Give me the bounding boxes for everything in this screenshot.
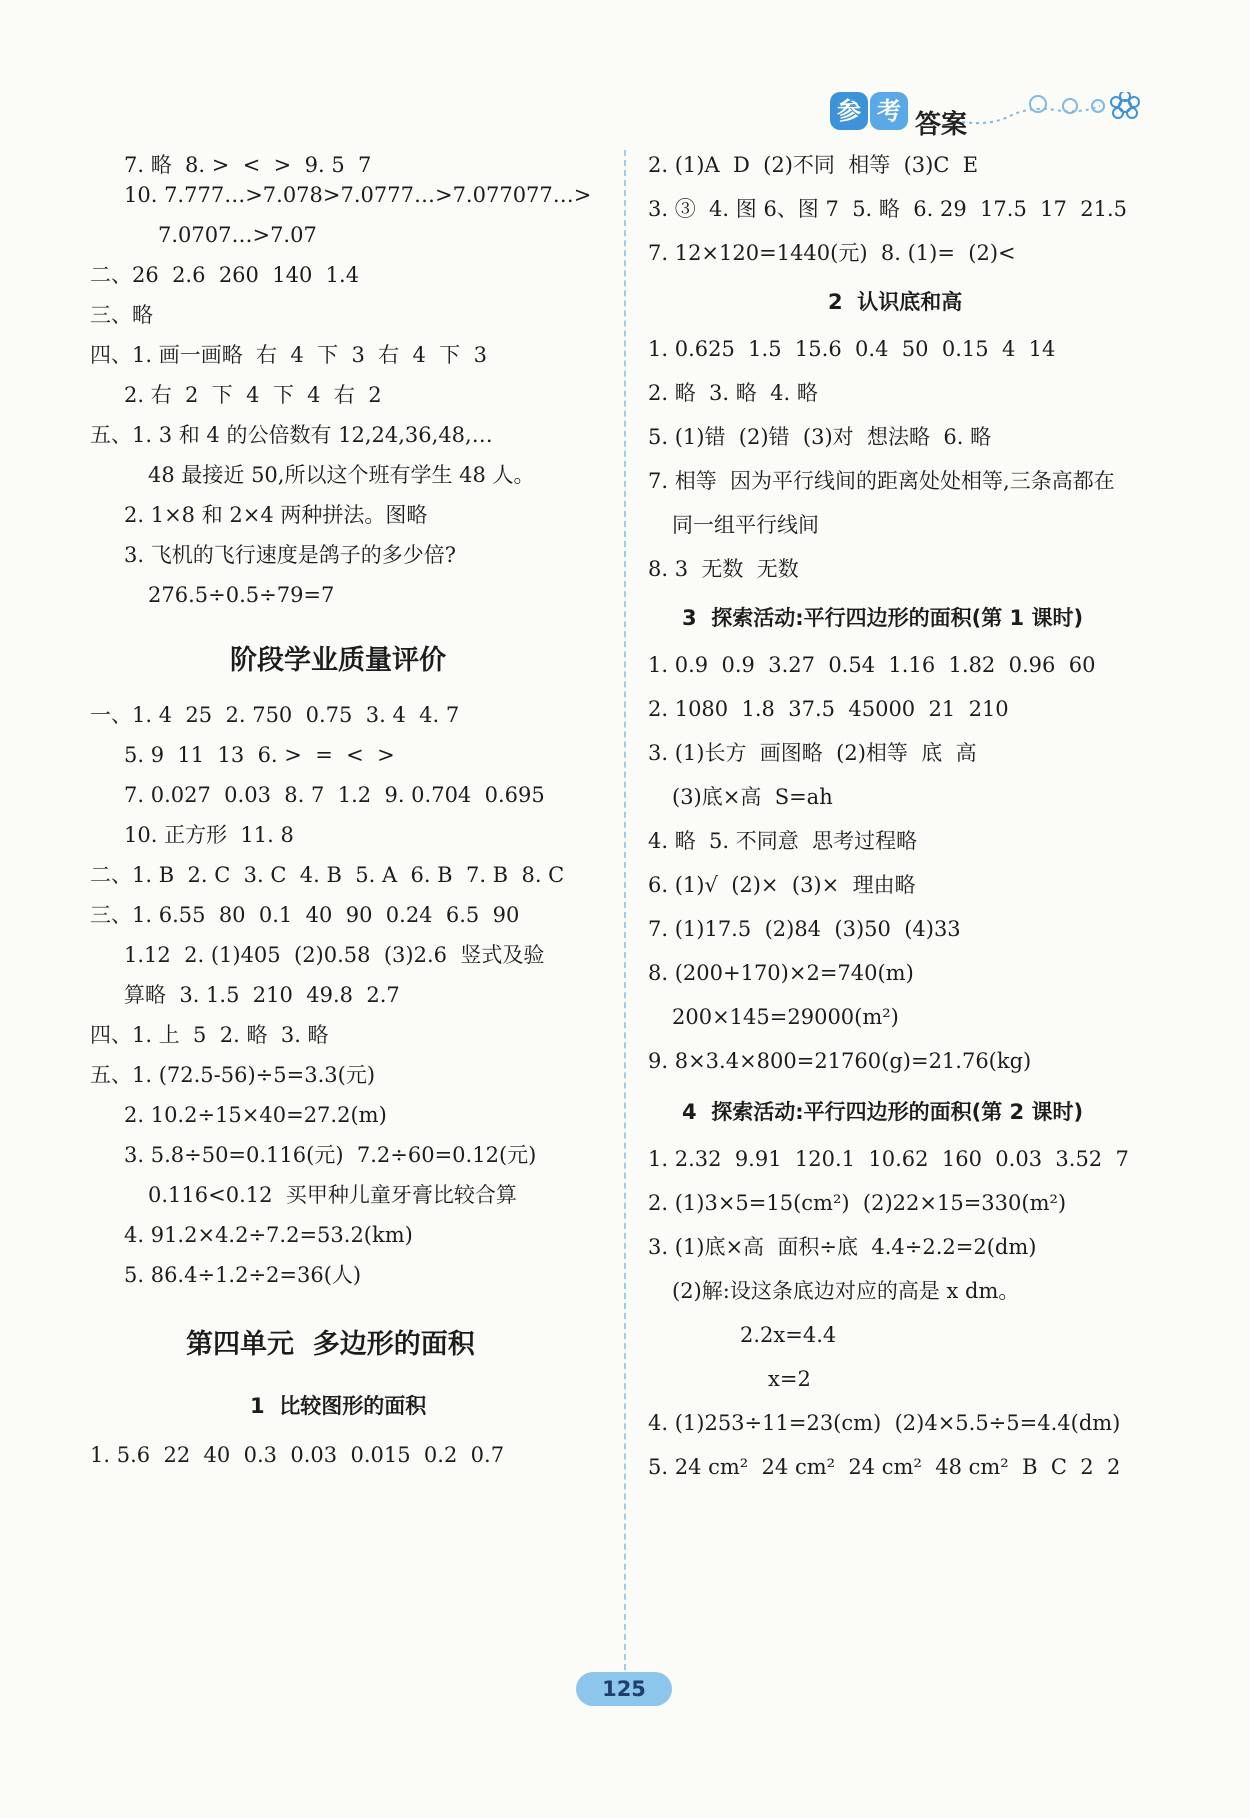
answer-line: 7. 略 8. > < > 9. 5 7 (124, 153, 372, 177)
answer-line: 三、1. 6.55 80 0.1 40 90 0.24 6.5 90 (90, 903, 520, 927)
answer-line: 276.5÷0.5÷79=7 (148, 583, 335, 607)
answer-line: 4. (1)253÷11=23(cm) (2)4×5.5÷5=4.4(dm) (648, 1411, 1121, 1435)
answer-line: 1. 0.9 0.9 3.27 0.54 1.16 1.82 0.96 60 (648, 653, 1096, 677)
answer-line: 2. 10.2÷15×40=27.2(m) (124, 1103, 387, 1127)
answer-line: 10. 正方形 11. 8 (124, 823, 294, 847)
answer-line: 1. 0.625 1.5 15.6 0.4 50 0.15 4 14 (648, 337, 1056, 361)
answer-line: 1. 5.6 22 40 0.3 0.03 0.015 0.2 0.7 (90, 1443, 505, 1467)
answer-line: 2. 1080 1.8 37.5 45000 21 210 (648, 697, 1009, 721)
answer-line: 7. (1)17.5 (2)84 (3)50 (4)33 (648, 917, 961, 941)
answer-line: 1. 2.32 9.91 120.1 10.62 160 0.03 3.52 7 (648, 1147, 1129, 1171)
lesson-heading-1: 1 比较图形的面积 (250, 1394, 427, 1418)
header-badge-2: 考 (870, 92, 908, 130)
answer-line: 7. 相等 因为平行线间的距离处处相等,三条高都在 (648, 469, 1115, 493)
answer-line: 四、1. 画一画略 右 4 下 3 右 4 下 3 (90, 343, 487, 367)
answer-line: 8. 3 无数 无数 (648, 557, 799, 581)
equation-line: x=2 (768, 1367, 811, 1391)
answer-line: 6. (1)√ (2)× (3)× 理由略 (648, 873, 916, 897)
answer-line: 5. (1)错 (2)错 (3)对 想法略 6. 略 (648, 425, 992, 449)
answer-line: 3. ③ 4. 图 6、图 7 5. 略 6. 29 17.5 17 21.5 (648, 197, 1127, 221)
answer-line: 10. 7.777…>7.078>7.0777…>7.077077…> (124, 183, 592, 207)
answer-line: 3. (1)底×高 面积÷底 4.4÷2.2=2(dm) (648, 1235, 1037, 1259)
answer-line: 48 最接近 50,所以这个班有学生 48 人。 (148, 463, 535, 487)
answer-line: 0.116<0.12 买甲种儿童牙膏比较合算 (148, 1183, 517, 1207)
answer-line: 同一组平行线间 (672, 513, 819, 537)
unit-heading: 第四单元 多边形的面积 (186, 1329, 475, 1360)
header-label: 答案 (915, 110, 968, 140)
answer-line: 3. 5.8÷50=0.116(元) 7.2÷60=0.12(元) (124, 1143, 537, 1167)
header-badge-1: 参 (830, 92, 868, 130)
answer-line: 2. 右 2 下 4 下 4 右 2 (124, 383, 382, 407)
answer-line: 2. 1×8 和 2×4 两种拼法。图略 (124, 503, 428, 527)
equation-line: 2.2x=4.4 (740, 1323, 837, 1347)
lesson-heading-4: 4 探索活动:平行四边形的面积(第 2 课时) (682, 1100, 1084, 1124)
answer-line: 2. (1)A D (2)不同 相等 (3)C E (648, 153, 979, 177)
answer-line: 4. 91.2×4.2÷7.2=53.2(km) (124, 1223, 413, 1247)
answer-line: 五、1. 3 和 4 的公倍数有 12,24,36,48,… (90, 423, 493, 447)
answer-line: 二、1. B 2. C 3. C 4. B 5. A 6. B 7. B 8. C (90, 863, 565, 887)
reference-answer-header (830, 92, 1190, 148)
answer-line: 9. 8×3.4×800=21760(g)=21.76(kg) (648, 1049, 1032, 1073)
answer-line: 四、1. 上 5 2. 略 3. 略 (90, 1023, 329, 1047)
answer-line: 2. (1)3×5=15(cm²) (2)22×15=330(m²) (648, 1191, 1067, 1215)
answer-line: 5. 24 cm² 24 cm² 24 cm² 48 cm² B C 2 2 (648, 1455, 1121, 1479)
lesson-heading-2: 2 认识底和高 (828, 290, 963, 314)
answer-line: (2)解:设这条底边对应的高是 x dm。 (672, 1279, 1020, 1303)
answer-line: 3. 飞机的飞行速度是鸽子的多少倍? (124, 543, 456, 567)
answer-line: 三、略 (90, 303, 153, 327)
section-heading-assessment: 阶段学业质量评价 (230, 645, 446, 676)
swirl-flower-icon (960, 92, 1180, 132)
answer-line: 7. 0.027 0.03 8. 7 1.2 9. 0.704 0.695 (124, 783, 545, 807)
answer-line: (3)底×高 S=ah (672, 785, 833, 809)
answer-line: 8. (200+170)×2=740(m) (648, 961, 914, 985)
answer-line: 7.0707…>7.07 (158, 223, 317, 247)
answer-line: 4. 略 5. 不同意 思考过程略 (648, 829, 918, 853)
answer-line: 200×145=29000(m²) (672, 1005, 899, 1029)
answer-line: 3. (1)长方 画图略 (2)相等 底 高 (648, 741, 977, 765)
answer-line: 5. 9 11 13 6. > = < > (124, 743, 395, 767)
answer-line: 五、1. (72.5-56)÷5=3.3(元) (90, 1063, 376, 1087)
answer-line: 算略 3. 1.5 210 49.8 2.7 (124, 983, 400, 1007)
answer-line: 2. 略 3. 略 4. 略 (648, 381, 818, 405)
answer-line: 一、1. 4 25 2. 750 0.75 3. 4 4. 7 (90, 703, 460, 727)
column-divider (624, 150, 626, 1680)
answer-line: 5. 86.4÷1.2÷2=36(人) (124, 1263, 362, 1287)
lesson-heading-3: 3 探索活动:平行四边形的面积(第 1 课时) (682, 606, 1084, 630)
page-number: 125 (576, 1672, 672, 1706)
answer-line: 1.12 2. (1)405 (2)0.58 (3)2.6 竖式及验 (124, 943, 545, 967)
answer-line: 二、26 2.6 260 140 1.4 (90, 263, 360, 287)
answer-line: 7. 12×120=1440(元) 8. (1)= (2)< (648, 241, 1016, 265)
